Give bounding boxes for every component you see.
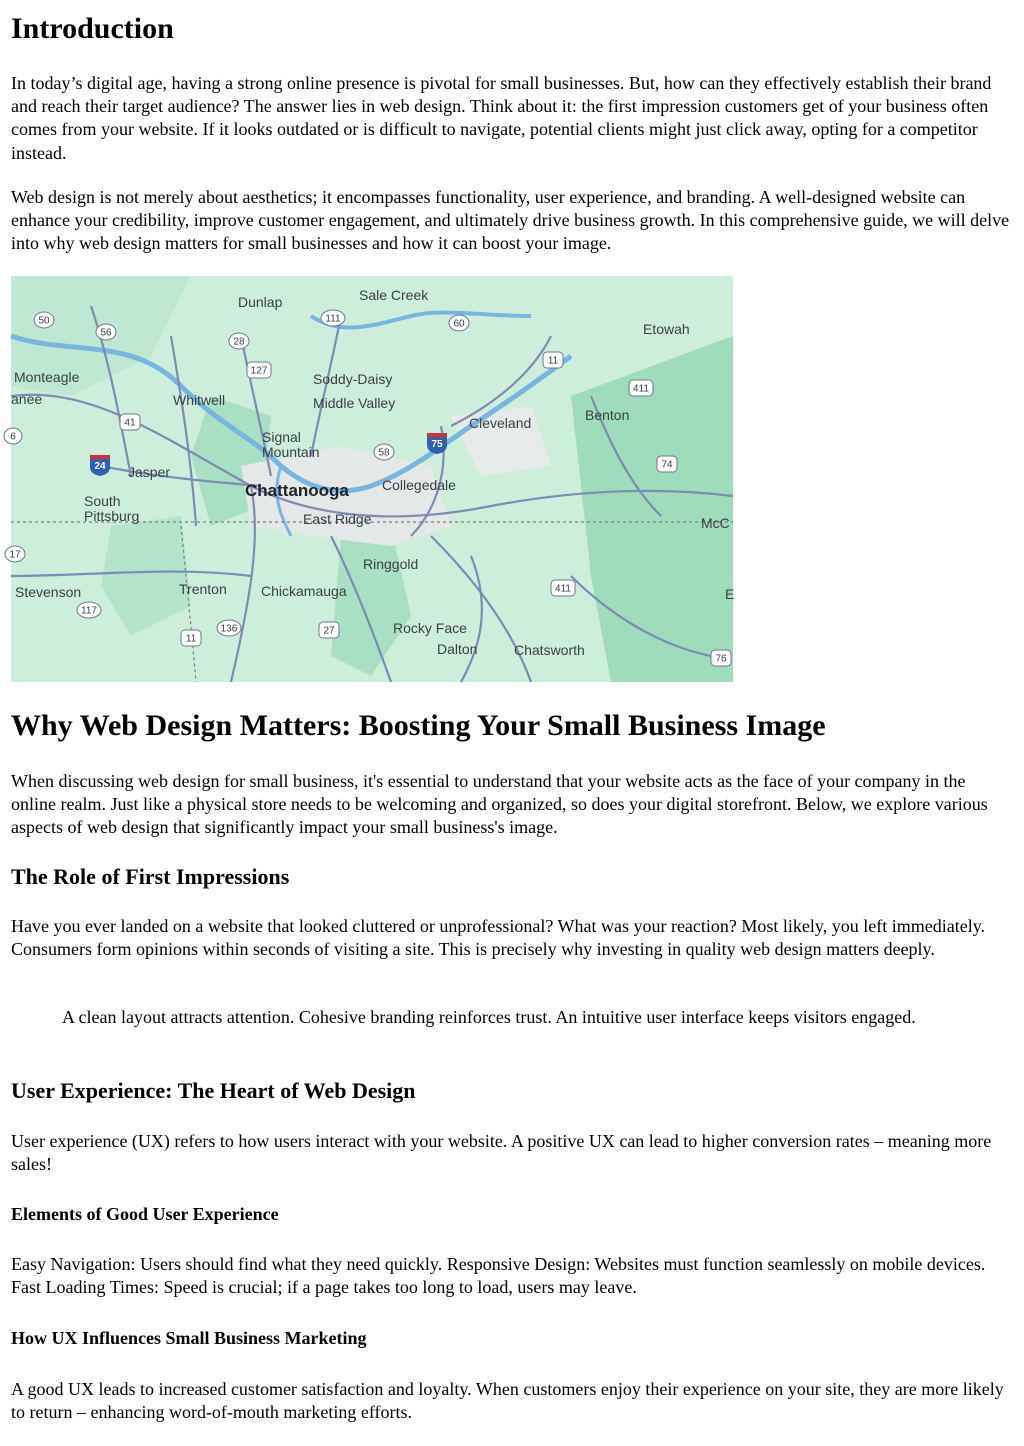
route-127: 127 <box>250 365 268 377</box>
place-e: E <box>725 586 735 602</box>
route-41: 41 <box>124 417 136 429</box>
intro-paragraph-1: In today’s digital age, having a strong online presence is pivotal for small businesses. But, how can they effectively establish their brand and reach their target audience? The answer lies in web design. Think about it: the first impression customers get of your business often comes from your website. If it looks outdated or is difficult to navigate, potential clients might just click away, opting for a competitor instead. <box>11 73 992 163</box>
place-collegedale: Collegedale <box>382 477 456 493</box>
place-dunlap: Dunlap <box>238 294 283 310</box>
route-411: 411 <box>633 383 649 395</box>
route-111: 111 <box>325 313 341 325</box>
place-chickamauga: Chickamauga <box>261 583 347 599</box>
route-75: 75 <box>431 439 443 450</box>
ux-heading: User Experience: The Heart of Web Design <box>11 1078 416 1103</box>
place-rocky-face: Rocky Face <box>393 620 467 636</box>
elements-paragraph: Easy Navigation: Users should find what they need quickly. Responsive Design: Websites must function seamlessly on mobile devices. Fast Loading Times: Speed is crucial; if a page takes too long to load, users may leave. <box>11 1254 986 1298</box>
map-graphic <box>11 276 733 682</box>
map-image <box>11 276 733 682</box>
article-intro: When discussing web design for small business, it's essential to understand that your website acts as the face of your company in the online realm. Just like a physical store needs to be welcoming and organized, so does your digital storefront. Below, we explore various aspects of web design that significantly impact your small business's image. <box>11 771 988 838</box>
place-sale-creek: Sale Creek <box>359 287 429 303</box>
route-27: 27 <box>323 625 335 637</box>
marketing-paragraph: A good UX leads to increased customer satisfaction and loyalty. When customers enjoy their experience on your site, they are more likely to return – enhancing word-of-mouth marketing efforts. <box>11 1379 1004 1423</box>
place-anee: anee <box>11 391 43 407</box>
place-benton: Benton <box>585 407 630 423</box>
place-monteagle: Monteagle <box>14 369 80 385</box>
place-dalton: Dalton <box>437 641 478 657</box>
place-soddy-daisy: Soddy-Daisy <box>313 371 393 387</box>
route-74: 74 <box>661 459 673 471</box>
place-stevenson: Stevenson <box>15 584 82 600</box>
route-6: 6 <box>10 431 16 443</box>
ux-paragraph: User experience (UX) refers to how users interact with your website. A positive UX can lead to higher conversion rates – meaning more sales! <box>11 1131 992 1175</box>
place-trenton: Trenton <box>179 581 227 597</box>
place-cleveland: Cleveland <box>469 415 532 431</box>
place-signal-mountain: Signal Mountain <box>262 429 320 460</box>
route-411-south: 411 <box>555 583 571 595</box>
route-76: 76 <box>715 653 727 665</box>
route-56: 56 <box>100 327 112 339</box>
place-south-pittsburg: South Pittsburg <box>84 493 140 524</box>
route-28: 28 <box>233 336 245 348</box>
route-60: 60 <box>453 318 465 330</box>
route-136: 136 <box>220 623 238 635</box>
place-whitwell: Whitwell <box>173 392 226 408</box>
intro-heading: Introduction <box>11 12 174 45</box>
route-58: 58 <box>378 447 390 459</box>
place-jasper: Jasper <box>128 464 171 480</box>
route-50: 50 <box>38 315 50 327</box>
marketing-heading: How UX Influences Small Business Marketing <box>11 1328 367 1348</box>
intro-paragraph-2: Web design is not merely about aesthetics; it encompasses functionality, user experience, and branding. A well-designed website can enhance your credibility, improve customer engagement, and ultimately drive business growth. In this comprehensive guide, we will delve into why web design matters for small businesses and how it can boost your image. <box>11 187 1010 254</box>
place-ringgold: Ringgold <box>363 556 419 572</box>
first-impressions-heading: The Role of First Impressions <box>11 864 290 889</box>
place-chatsworth: Chatsworth <box>514 642 585 658</box>
first-impressions-paragraph: Have you ever landed on a website that looked cluttered or unprofessional? What was your reaction? Most likely, you left immediately. Consumers form opinions within seconds of visiting a site. This is precisely why investing in quality web design matters deeply. <box>11 916 986 960</box>
place-chattanooga: Chattanooga <box>245 481 349 500</box>
route-17: 17 <box>9 549 21 561</box>
route-117: 117 <box>81 605 97 617</box>
route-24: 24 <box>94 461 106 472</box>
first-impressions-quote: A clean layout attracts attention. Cohesive branding reinforces trust. An intuitive user interface keeps visitors engaged. <box>62 1007 916 1027</box>
route-11: 11 <box>547 355 559 367</box>
place-east-ridge: East Ridge <box>303 511 372 527</box>
place-mcc: McC <box>701 515 730 531</box>
article-heading: Why Web Design Matters: Boosting Your Small Business Image <box>11 709 826 742</box>
place-middle-valley: Middle Valley <box>313 395 396 411</box>
place-etowah: Etowah <box>643 321 690 337</box>
elements-heading: Elements of Good User Experience <box>11 1204 279 1224</box>
route-11-south: 11 <box>185 633 197 645</box>
